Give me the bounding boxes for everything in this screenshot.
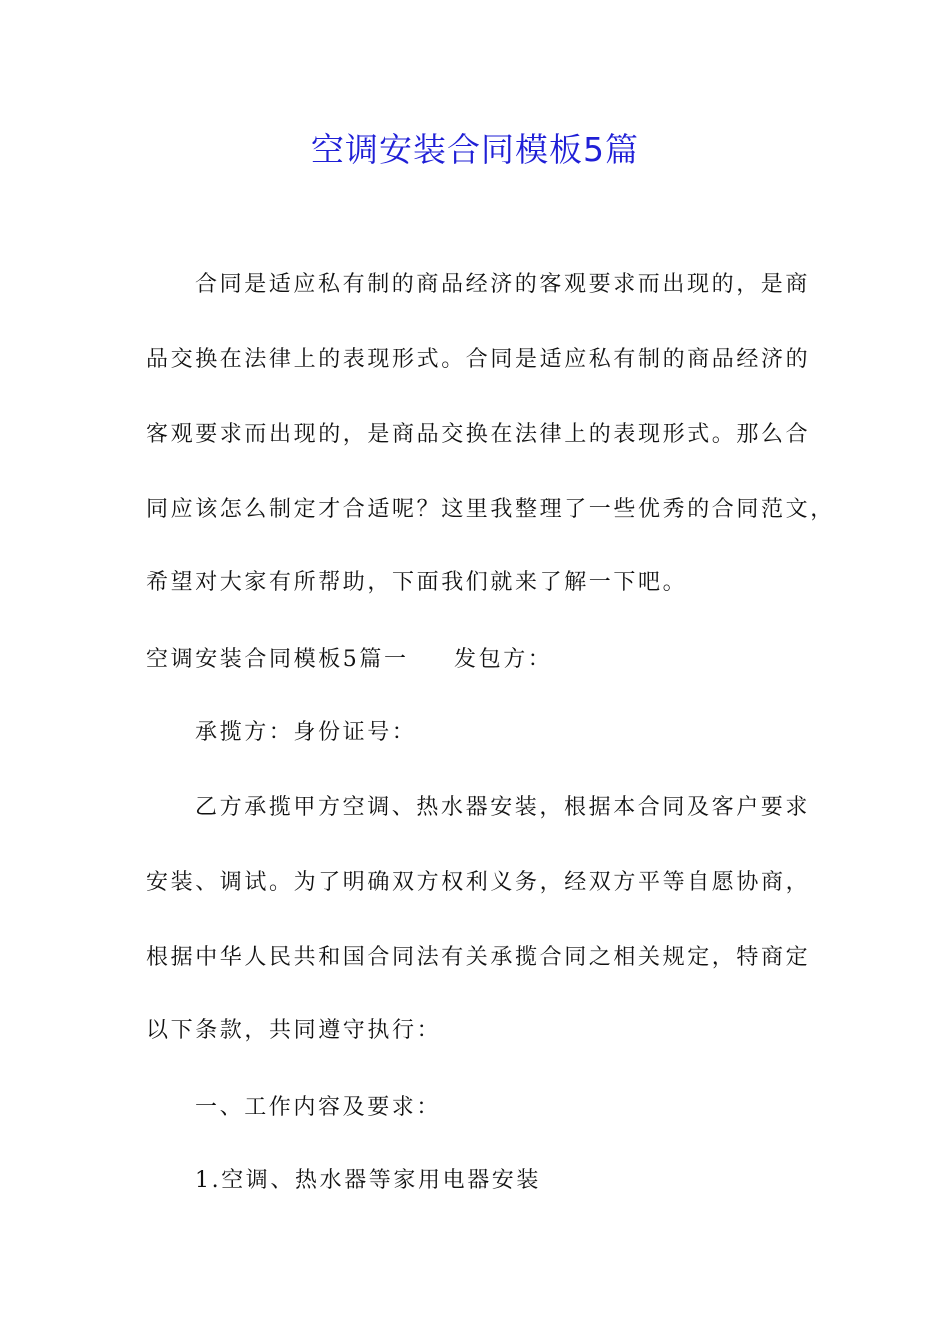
body-line-1: 乙方承揽甲方空调、热水器安装，根据本合同及客户要求 [195, 795, 811, 820]
clause-item-1: 1.空调、热水器等家用电器安装 [195, 1168, 541, 1193]
body-line-4: 以下条款，共同遵守执行： [146, 1018, 442, 1043]
party-a-label: 发包方： [454, 647, 553, 672]
intro-line-4: 同应该怎么制定才合适呢？这里我整理了一些优秀的合同范文， [146, 497, 835, 522]
intro-line-2: 品交换在法律上的表现形式。合同是适应私有制的商品经济的 [146, 347, 811, 372]
document-title: 空调安装合同模板5篇 [311, 130, 639, 169]
intro-line-3: 客观要求而出现的，是商品交换在法律上的表现形式。那么合 [146, 422, 811, 447]
intro-line-5: 希望对大家有所帮助，下面我们就来了解一下吧。 [146, 570, 688, 595]
section-heading: 空调安装合同模板5篇一 [146, 647, 409, 672]
party-b-label: 承揽方：身份证号： [195, 720, 417, 745]
body-line-3: 根据中华人民共和国合同法有关承揽合同之相关规定，特商定 [146, 945, 811, 970]
intro-line-1: 合同是适应私有制的商品经济的客观要求而出现的，是商 [195, 272, 811, 297]
body-line-2: 安装、调试。为了明确双方权利义务，经双方平等自愿协商， [146, 870, 811, 895]
clause-heading: 一、工作内容及要求： [195, 1095, 442, 1120]
